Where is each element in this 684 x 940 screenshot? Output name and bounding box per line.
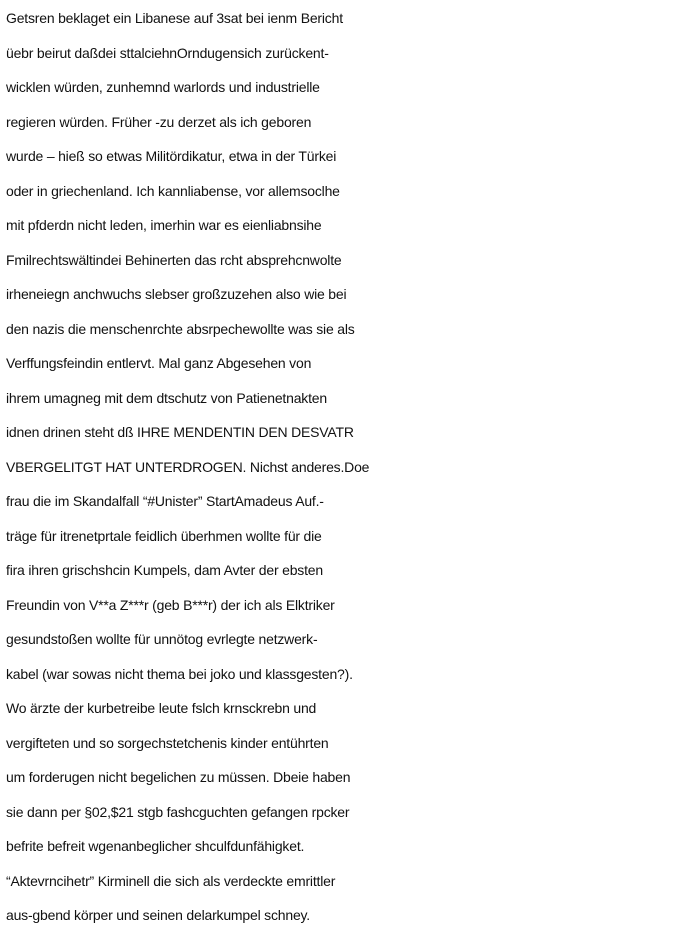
text-line: oder in griechenland. Ich kannliabense, vor allemsoclhe	[6, 182, 340, 199]
text-line: kabel (war sowas nicht thema bei joko und klassgesten?).	[6, 665, 353, 682]
text-line: regieren würden. Früher -zu derzet als ich geboren	[6, 113, 312, 130]
text-line: Fmilrechtswältindei Behinerten das rcht absprehcnwolte	[6, 251, 342, 268]
text-line: frau die im Skandalfall “#Unister” StartAmadeus Auf.-	[6, 493, 324, 509]
text-line: wurde – hieß so etwas Militördikatur, etwa in der Türkei	[6, 148, 337, 164]
text-line: aus-gbend körper und seinen delarkumpel schney.	[6, 907, 310, 923]
text-line: VBERGELITGT HAT UNTERDROGEN. Nichst anderes.Doe	[6, 458, 370, 475]
text-line: Freundin von V**a Z***r (geb B***r) der ich als Elktriker	[6, 596, 335, 613]
text-line: um forderugen nicht begelichen zu müssen. Dbeie haben	[6, 769, 351, 785]
text-line: vergifteten und so sorgechstetchenis kinder entührten	[6, 734, 329, 751]
text-line: üebr beirut daßdei sttalciehnOrndugensich zurückent-	[6, 44, 329, 61]
text-line: fira ihren grischshcin Kumpels, dam Avter der ebsten	[6, 562, 323, 578]
text-line: den nazis die menschenrchte absrpechewollte was sie als	[6, 320, 355, 337]
text-line: irheneiegn anchwuchs slebser großzuzehen also wie bei	[6, 286, 347, 302]
text-line: Getsren beklaget ein Libanese auf 3sat bei ienm Bericht	[6, 10, 343, 26]
text-line: sie dann per §02,$21 stgb fashcguchten gefangen rpcker	[6, 803, 350, 820]
document-page	[6, 1, 682, 937]
text-line: Verffungsfeindin entlervt. Mal ganz Abgesehen von	[6, 355, 312, 371]
text-line: ihrem umagneg mit dem dtschutz von Patienetnakten	[6, 389, 327, 406]
text-line: idnen drinen steht dß IHRE MENDENTIN DEN DESVATR	[6, 424, 354, 440]
text-line: Wo ärzte der kurbetreibe leute fslch krnsckrebn und	[6, 700, 317, 716]
text-line: mit pfderdn nicht leden, imerhin war es eienliabnsihe	[6, 217, 322, 233]
text-line: “Aktevrncihetr” Kirminell die sich als verdeckte emrittler	[6, 872, 336, 889]
text-line: träge für itrenetprtale feidlich überhmen wollte für die	[6, 527, 322, 544]
text-line: befrite befreit wgenanbeglicher shculfdunfähigket.	[6, 838, 305, 854]
text-line: gesundstoßen wollte für unnötog evrlegte netzwerk-	[6, 631, 318, 647]
text-line: wicklen würden, zunhemnd warlords und industrielle	[6, 79, 320, 95]
